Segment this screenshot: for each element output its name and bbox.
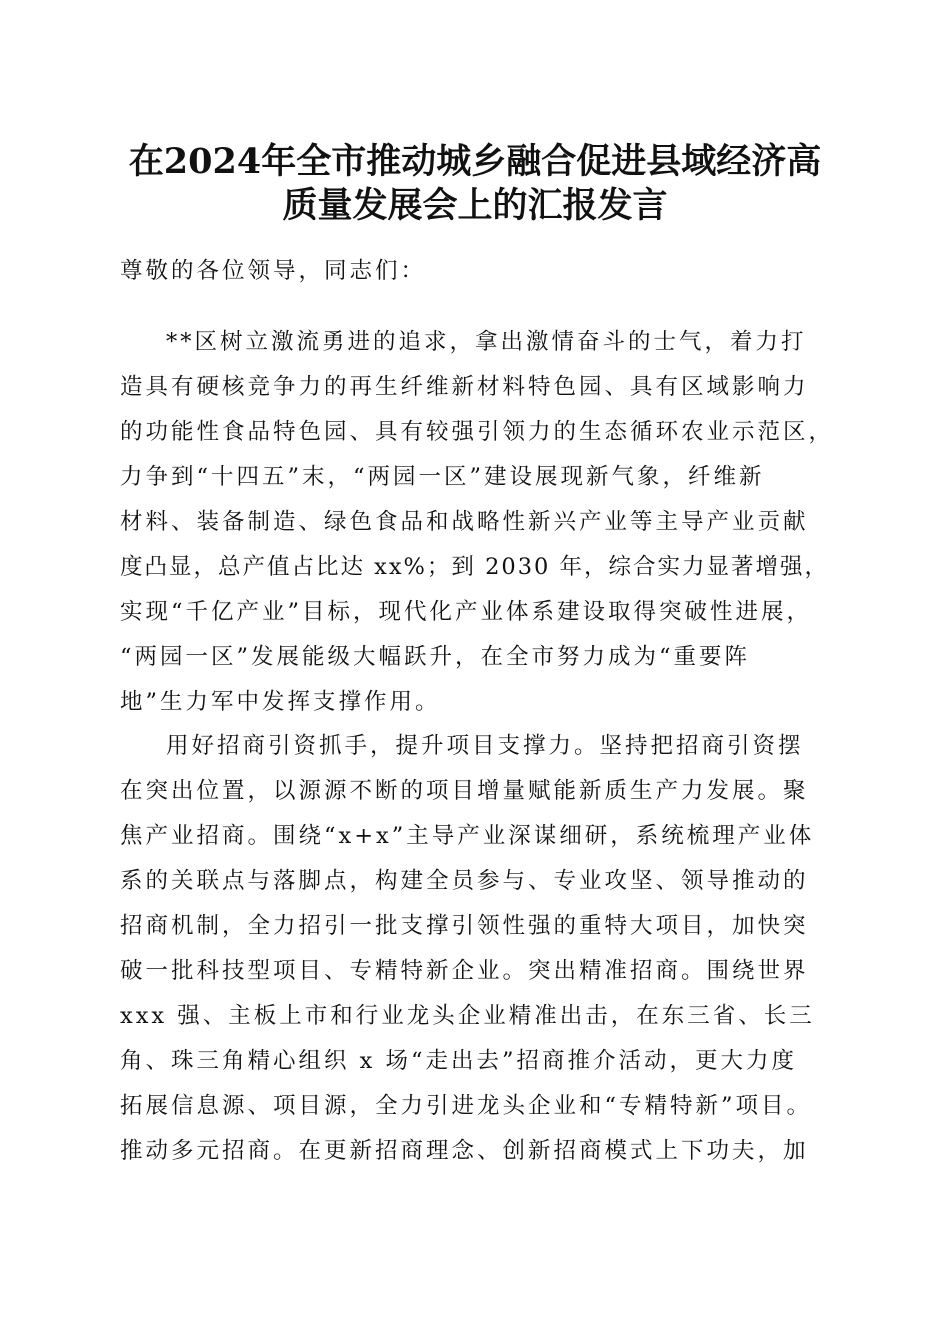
paragraph-1-line: 地”生力军中发挥支撑作用。 xyxy=(120,689,441,715)
salutation: 尊敬的各位领导，同志们： xyxy=(120,258,427,284)
paragraph-1-line: 的功能性食品特色园、具有较强引领力的生态循环农业示范区， xyxy=(120,419,835,445)
paragraph-1-line: 力争到“十四五”末，“两园一区”建设展现新气象，纤维新 xyxy=(120,464,765,490)
paragraph-1-line: 材料、装备制造、绿色食品和战略性新兴产业等主导产业贡献 xyxy=(120,509,809,535)
paragraph-2-line: xxx 强、主板上市和行业龙头企业精准出击，在东三省、长三 xyxy=(120,1003,815,1029)
document-title-line-1: 在2024年全市推动城乡融合促进县域经济高 xyxy=(128,141,822,182)
paragraph-2-line: 在突出位置，以源源不断的项目增量赋能新质生产力发展。聚 xyxy=(120,778,809,804)
paragraph-2-line: 推动多元招商。在更新招商理念、创新招商模式上下功夫，加 xyxy=(120,1138,809,1164)
paragraph-2-line: 角、珠三角精心组织 x 场“走出去”招商推介活动，更大力度 xyxy=(120,1048,797,1074)
paragraph-1-line: 度凸显，总产值占比达 xx%；到 2030 年，综合实力显著增强， xyxy=(120,554,829,580)
paragraph-2-line: 招商机制，全力招引一批支撑引领性强的重特大项目，加快突 xyxy=(120,913,809,939)
paragraph-2-line: 拓展信息源、项目源，全力引进龙头企业和“专精特新”项目。 xyxy=(120,1093,813,1119)
paragraph-2-line: 焦产业招商。围绕“x+x”主导产业深谋细研，系统梳理产业体 xyxy=(120,823,815,849)
document-title-line-2: 质量发展会上的汇报发言 xyxy=(282,185,668,226)
paragraph-2-line: 系的关联点与落脚点，构建全员参与、专业攻坚、领导推动的 xyxy=(120,868,809,894)
paragraph-1-line: “两园一区”发展能级大幅跃升，在全市努力成为“重要阵 xyxy=(120,644,751,670)
paragraph-1-line: 造具有硬核竞争力的再生纤维新材料特色园、具有区域影响力 xyxy=(120,374,809,400)
paragraph-1-line: 实现“千亿产业”目标，现代化产业体系建设取得突破性进展， xyxy=(120,599,813,625)
paragraph-1-line: **区树立激流勇进的追求，拿出激情奋斗的士气，着力打 xyxy=(166,329,807,355)
paragraph-2-line: 破一批科技型项目、专精特新企业。突出精准招商。围绕世界 xyxy=(120,958,809,984)
paragraph-2-line: 用好招商引资抓手，提升项目支撑力。坚持把招商引资摆 xyxy=(166,733,804,759)
